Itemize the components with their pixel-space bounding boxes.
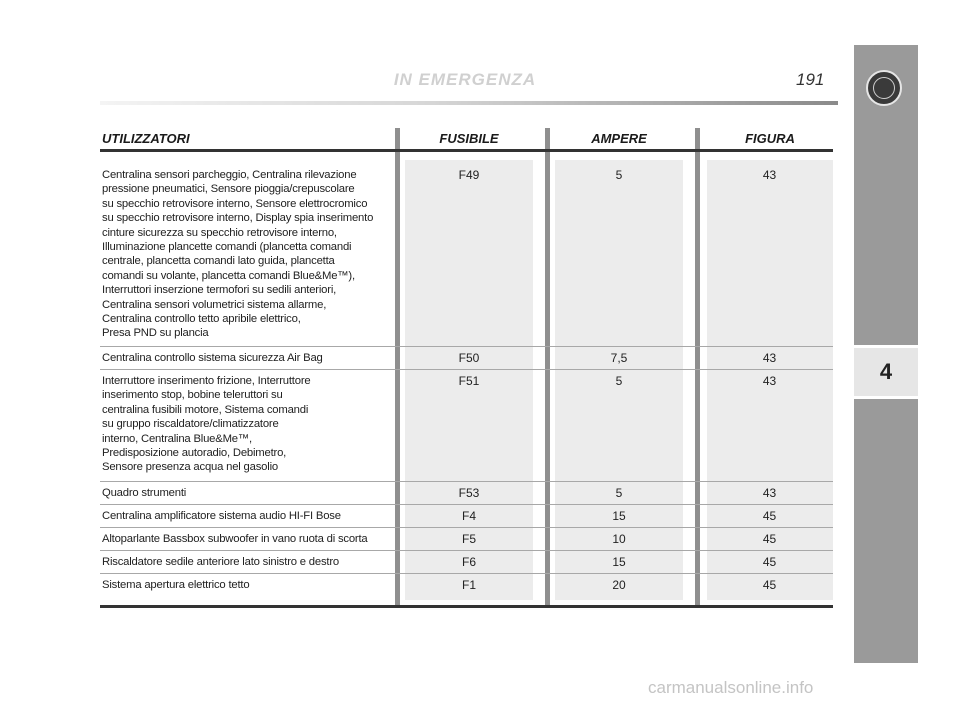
row-amps: 10 xyxy=(612,532,626,546)
row-description: Quadro strumenti xyxy=(102,487,187,499)
page-number: 191 xyxy=(796,70,825,89)
header-fuse: FUSIBILE xyxy=(439,131,499,146)
watermark: carmanualsonline.info xyxy=(648,678,814,697)
row-description: Centralina sensori parcheggio, Centralina rilevazione pressione pneumatici, Sensore pioggia/crepuscolare su specchio retrovisore interno, Sensore elettrocromico su specchio retrovisore interno, Display spia inserimento cinture sicurezza su specchio retrovisore interno, Illuminazione plancette comandi (plancetta comandi centrale, plancetta comandi lato guida, plancetta comandi su volante, plancetta comandi Blue&Me™), Interruttori inserzione termofori su sedili anteriori, Centralina sensori volumetrici sistema allarme, Centralina controllo tetto apribile elettrico, Presa PND su plancia xyxy=(102,169,374,340)
row-description: Sistema apertura elettrico tetto xyxy=(102,579,250,591)
page-title: IN EMERGENZA xyxy=(393,70,537,89)
table-bottom-rule xyxy=(100,605,833,608)
row-fuse: F5 xyxy=(461,532,476,546)
row-figure: 43 xyxy=(762,486,777,500)
row-fuse: F51 xyxy=(458,374,480,388)
row-figure: 43 xyxy=(762,168,777,182)
row-amps: 7,5 xyxy=(610,351,628,365)
row-fuse: F50 xyxy=(458,351,480,365)
row-amps: 5 xyxy=(615,374,623,388)
column-divider xyxy=(695,128,700,608)
row-description: Altoparlante Bassbox subwoofer in vano ruota di scorta xyxy=(102,533,368,545)
chapter-number: 4 xyxy=(854,345,918,399)
row-description: Centralina controllo sistema sicurezza Air Bag xyxy=(102,352,323,364)
header-users: UTILIZZATORI xyxy=(102,131,190,146)
row-figure: 45 xyxy=(762,532,777,546)
row-separator xyxy=(100,504,833,505)
row-separator xyxy=(100,346,833,347)
alfa-romeo-logo-icon xyxy=(866,70,902,106)
row-separator xyxy=(100,573,833,574)
row-amps: 20 xyxy=(612,578,626,592)
row-amps: 15 xyxy=(612,555,626,569)
row-separator xyxy=(100,481,833,482)
row-separator xyxy=(100,550,833,551)
row-fuse: F53 xyxy=(458,486,480,500)
row-fuse: F6 xyxy=(461,555,476,569)
header-amps: AMPERE xyxy=(591,131,647,146)
row-amps: 5 xyxy=(615,168,623,182)
row-separator xyxy=(100,369,833,370)
row-amps: 5 xyxy=(615,486,623,500)
row-description: Riscaldatore sedile anteriore lato sinistro e destro xyxy=(102,556,340,568)
row-description: Centralina amplificatore sistema audio HI-FI Bose xyxy=(102,510,341,522)
row-figure: 45 xyxy=(762,578,777,592)
row-description: Interruttore inserimento frizione, Interruttore inserimento stop, bobine teleruttori su centralina fusibili motore, Sistema comandi su gruppo riscaldatore/climatizzatore interno, Centralina Blue&Me™, Predisposizione autoradio, Debimetro, Sensore presenza acqua nel gasolio xyxy=(102,375,311,474)
row-figure: 43 xyxy=(762,351,777,365)
row-figure: 45 xyxy=(762,555,777,569)
column-divider xyxy=(545,128,550,608)
row-fuse: F49 xyxy=(458,168,480,182)
column-divider xyxy=(395,128,400,608)
header-figure: FIGURA xyxy=(745,131,795,146)
row-figure: 43 xyxy=(762,374,777,388)
row-amps: 15 xyxy=(612,509,626,523)
header-rule-thick xyxy=(100,149,833,152)
row-figure: 45 xyxy=(762,509,777,523)
row-fuse: F1 xyxy=(461,578,476,592)
row-fuse: F4 xyxy=(461,509,476,523)
header-rule xyxy=(100,101,838,105)
row-separator xyxy=(100,527,833,528)
